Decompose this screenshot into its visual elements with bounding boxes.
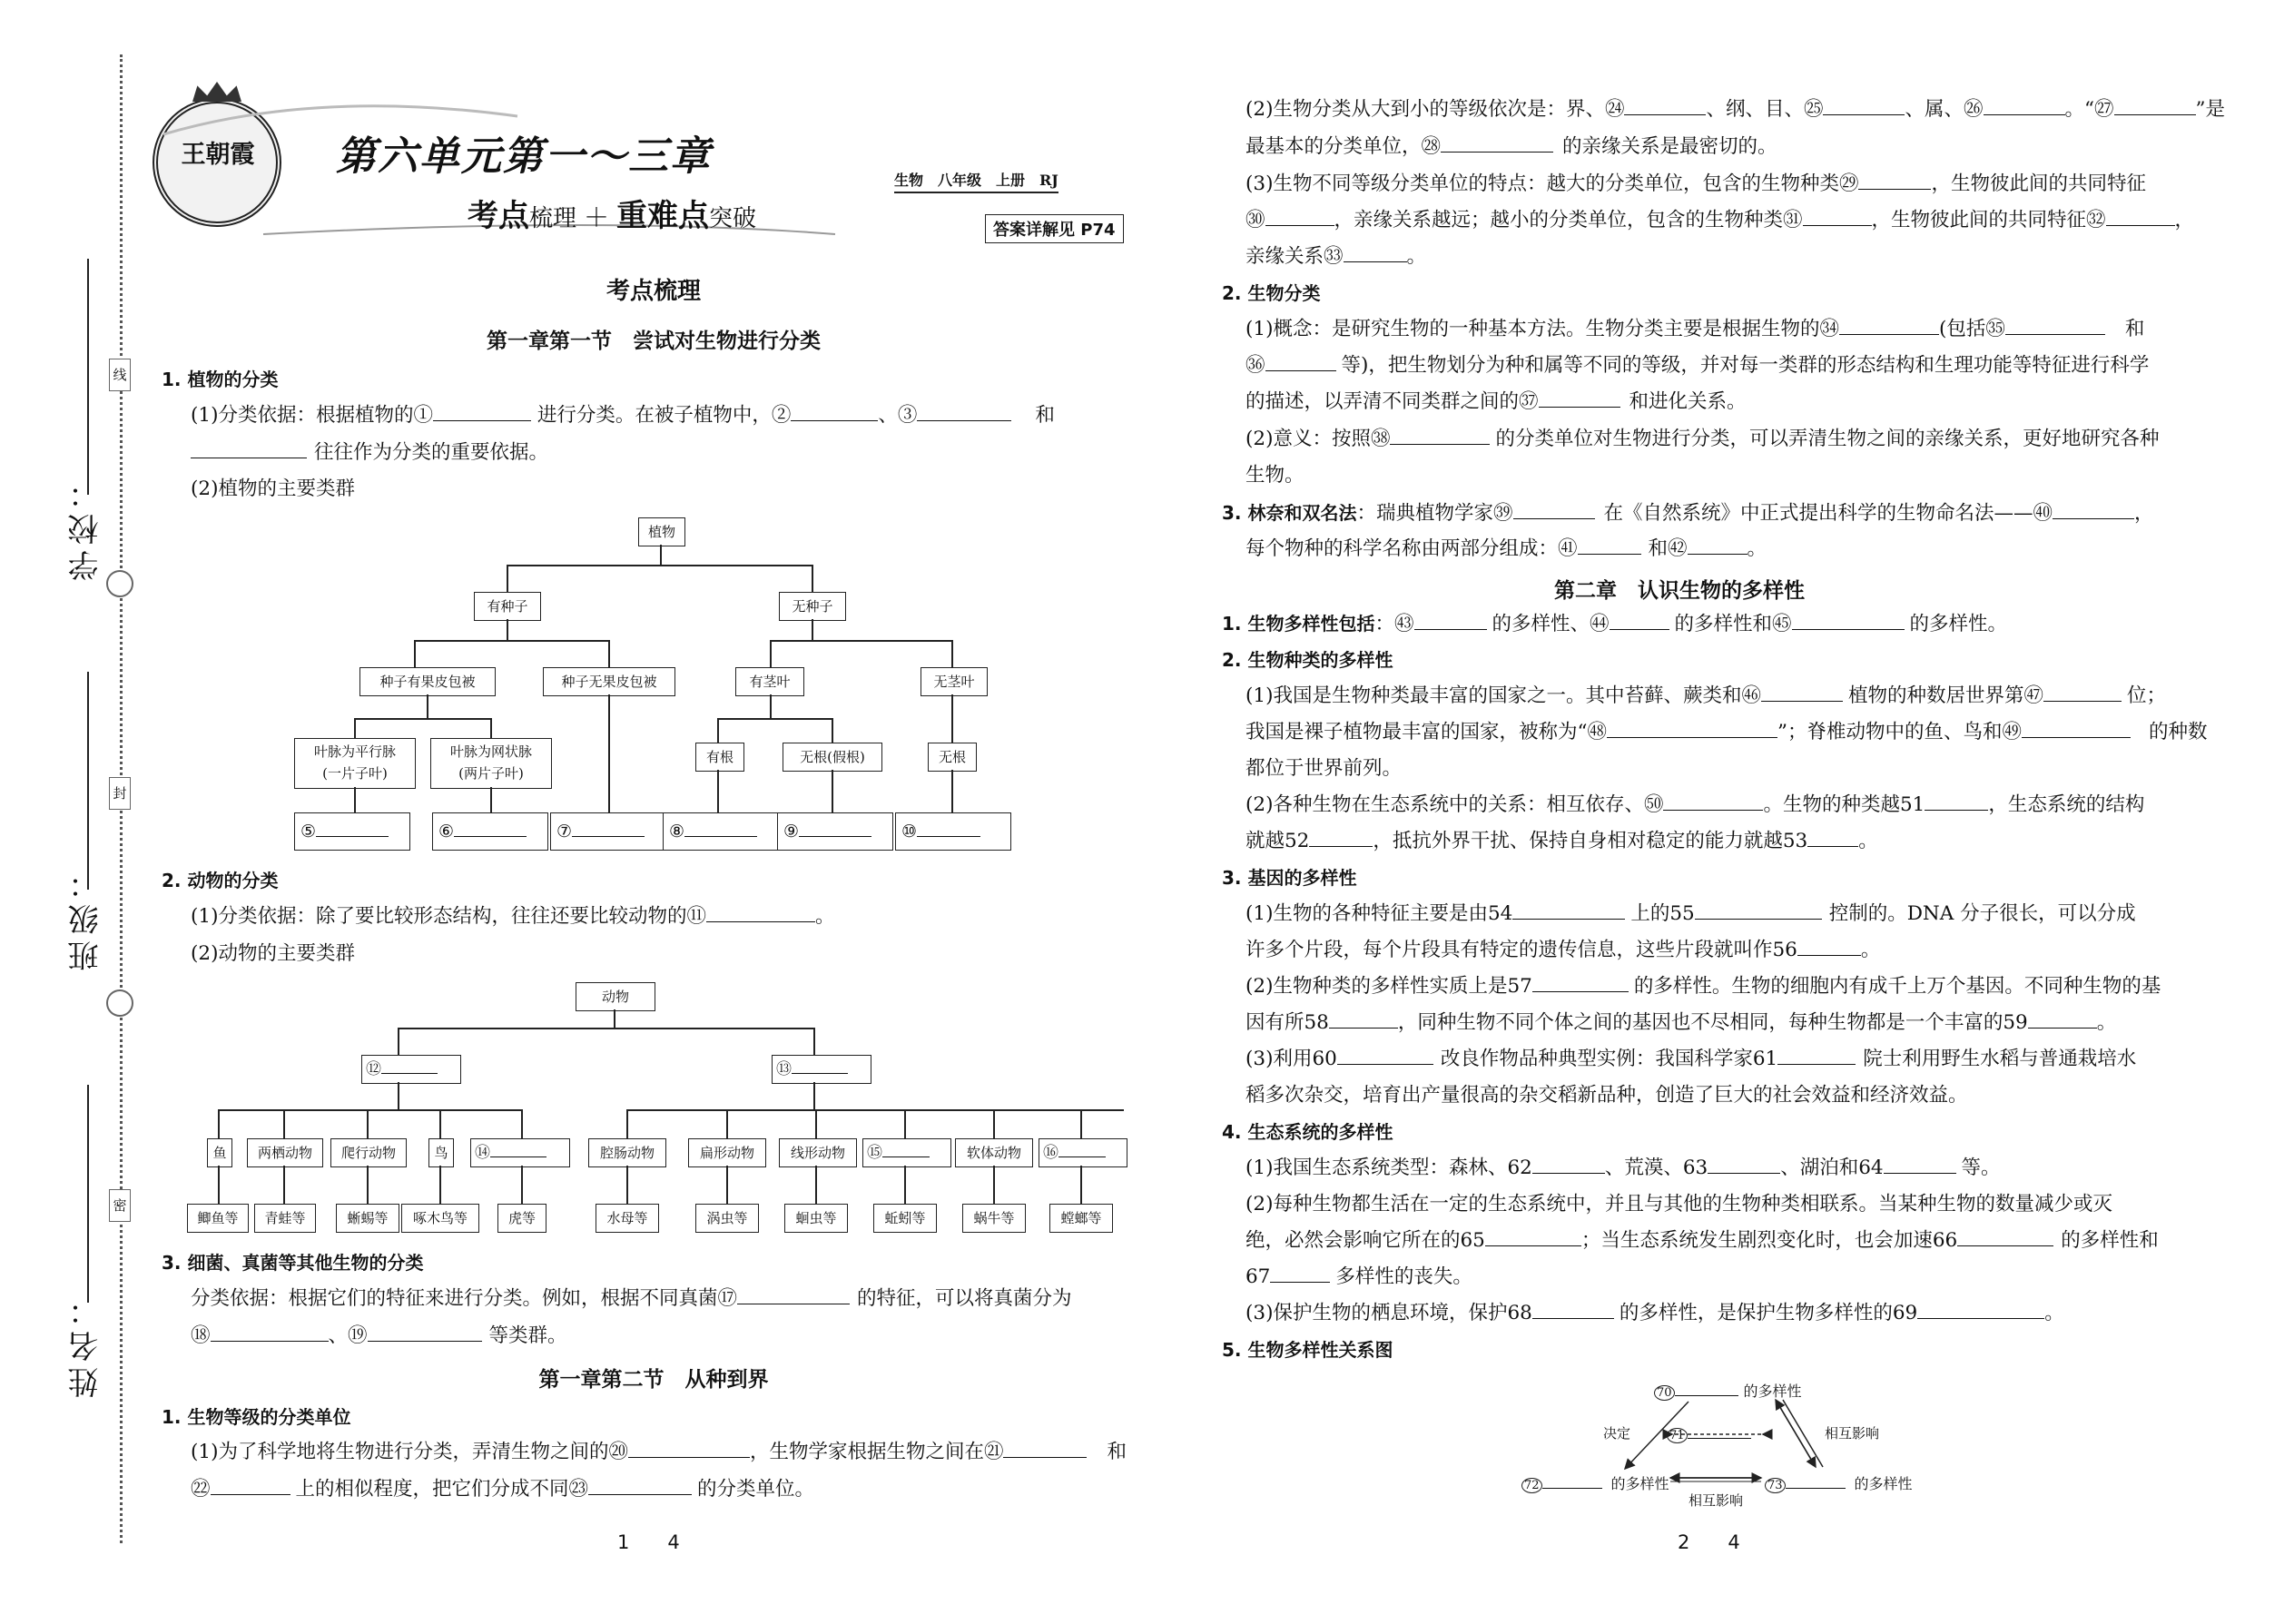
blank-66[interactable] (1957, 1227, 2053, 1246)
blank-32[interactable] (2106, 207, 2175, 226)
diagram-label-interact-bottom: 相互影响 (1689, 1492, 1744, 1509)
animal-classification-heading: 2. 动物的分类 (162, 870, 279, 891)
gene-line4: 因有所58 ，同种生物不同个体之间的基因也不尽相同，每种生物都是一个丰富的59 。 (1245, 1011, 2117, 1034)
diversity-includes-line: 1. 生物多样性包括：㊸ 的多样性、㊹ 的多样性和㊺ 的多样性。 (1222, 613, 2008, 635)
ecosystem-line3: 绝，必然会影响它所在的65 ；当生态系统发生剧烈变化时，也会加速66 的多样性和 (1245, 1229, 2159, 1252)
blank-62[interactable] (1532, 1155, 1605, 1174)
subtitle-plus: ＋ (584, 202, 610, 232)
tree-example: 水母等 (596, 1204, 659, 1233)
diagram-node-71[interactable]: 71 (1667, 1425, 1751, 1442)
ecosystem-line5: (3)保护生物的栖息环境，保护68 的多样性，是保护生物多样性的69 。 (1245, 1302, 2064, 1324)
tree-node-mollusc: 软体动物 (955, 1138, 1033, 1167)
tree-blank-7[interactable]: ⑦ (550, 812, 666, 851)
blank-41[interactable] (1578, 536, 1641, 555)
blank-64[interactable] (1884, 1155, 1956, 1174)
blank-3[interactable] (917, 402, 1011, 421)
blank-47[interactable] (2043, 683, 2122, 702)
plant-basis-line2: 往往作为分类的重要依据。 (191, 439, 548, 467)
animal-groups-label: (2)动物的主要类群 (191, 942, 355, 965)
animal-basis-line: (1)分类依据：除了要比较形态结构，往往还要比较动物的⑪ 。 (191, 905, 835, 928)
blank-35[interactable] (2005, 316, 2105, 335)
page-number-right: 2 4 (1678, 1531, 1740, 1553)
tree-blank-16[interactable]: ⑯ (1039, 1138, 1127, 1167)
school-line (87, 259, 89, 495)
rank-line2: ㉒ 上的相似程度，把它们分成不同㉓ 的分类单位。 (191, 1478, 815, 1501)
linnaeus-line1: 3. 林奈和双名法：瑞典植物学家㊴ 在《自然系统》中正式提出科学的生物命名法——㊵ ， (1222, 502, 2154, 525)
classification-meaning-line2: 生物。 (1245, 464, 1305, 487)
rank-feature-line2: ㉚ ，亲缘关系越远；越小的分类单位，包含的生物种类㉛ ，生物彼此间的共同特征㉜ ， (1245, 209, 2195, 231)
blank-19[interactable] (368, 1323, 482, 1342)
logo-text: 王朝霞 (181, 141, 255, 169)
blank-44[interactable] (1610, 611, 1669, 630)
binding-strip (0, 0, 154, 1624)
blank-45[interactable] (1792, 611, 1905, 630)
ecosystem-line4: 67 多样性的丧失。 (1245, 1265, 1472, 1288)
blank-34[interactable] (1839, 316, 1939, 335)
tree-node-has-root: 有根 (695, 743, 744, 772)
blank-56[interactable] (1797, 937, 1861, 956)
tree-node-roundworm: 线形动物 (779, 1138, 857, 1167)
blank-59[interactable] (2028, 1009, 2097, 1029)
fungi-basis-line1: 分类依据：根据它们的特征来进行分类。例如，根据不同真菌⑰ 的特征，可以将真菌分为 (191, 1287, 1072, 1310)
blank-22[interactable] (211, 1476, 290, 1495)
tree-node-amphibian: 两栖动物 (247, 1138, 323, 1167)
subtitle-d: 突破 (709, 205, 757, 232)
diagram-node-73[interactable]: 73 的多样性 (1765, 1472, 1913, 1493)
name-line (87, 1085, 89, 1303)
blank-48[interactable] (1607, 719, 1777, 738)
tree-node-parallel-vein: 叶脉为平行脉 (一片子叶) (294, 738, 416, 789)
blank-50[interactable] (1663, 792, 1763, 811)
blank-24[interactable] (1624, 96, 1706, 115)
tree-example: 蚯蚓等 (873, 1204, 937, 1233)
tree-node-no-seed: 无种子 (779, 592, 846, 621)
fungi-basis-line2: ⑱ 、⑲ 等类群。 (191, 1324, 567, 1347)
blank-2[interactable] (791, 402, 878, 421)
gene-line6: 稻多次杂交，培育出产量很高的杂交稻新品种，创造了巨大的社会效益和经济效益。 (1245, 1084, 1968, 1107)
subtitle-c: 重难点 (616, 198, 710, 234)
blank-52[interactable] (1309, 828, 1373, 847)
tree-node-fake-root: 无根(假根) (783, 743, 882, 772)
tree-node-with-seed: 有种子 (474, 592, 541, 621)
subject-line: 生物 八年级 上册 RJ (894, 169, 1058, 193)
answer-reference: 答案详解见 P74 (985, 214, 1124, 243)
binding-mark-secret: 密 (109, 1189, 131, 1222)
tree-blank-6[interactable]: ⑥ (432, 812, 548, 851)
blank-18[interactable] (211, 1323, 329, 1342)
blank-26[interactable] (1984, 96, 2065, 115)
blank-53[interactable] (1807, 828, 1858, 847)
blank-65[interactable] (1485, 1227, 1581, 1246)
tree-example: 涡虫等 (695, 1204, 759, 1233)
tree-node-flatworm: 扁形动物 (688, 1138, 766, 1167)
plant-groups-label: (2)植物的主要类群 (191, 477, 355, 500)
binding-circle (106, 570, 133, 597)
plant-classification-heading: 1. 植物的分类 (162, 369, 279, 390)
chapter1-section1-heading: 第一章第一节 尝试对生物进行分类 (487, 330, 821, 353)
section-title: 考点梳理 (605, 278, 701, 305)
blank-67[interactable] (1270, 1264, 1330, 1283)
tree-blank-15[interactable]: ⑮ (862, 1138, 951, 1167)
page-number-left: 1 4 (617, 1531, 680, 1553)
blank-63[interactable] (1708, 1155, 1780, 1174)
blank-36[interactable] (1265, 352, 1336, 371)
tree-node-net-vein: 叶脉为网状脉 (两片子叶) (430, 738, 552, 789)
tree-blank-14[interactable]: ⑭ (470, 1138, 570, 1167)
rank-units-heading: 1. 生物等级的分类单位 (162, 1406, 351, 1428)
chapter2-heading: 第二章 认识生物的多样性 (1554, 579, 1805, 603)
classification-meaning-line1: (2)意义：按照㊳ 的分类单位对生物进行分类，可以弄清生物之间的亲缘关系，更好地研究各种 (1245, 428, 2160, 450)
tree-example: 蛔虫等 (784, 1204, 848, 1233)
plant-basis-line1: (1)分类依据：根据植物的① 进行分类。在被子植物中，② 、③ 和 (191, 404, 1055, 427)
diagram-node-72[interactable]: 72 的多样性 (1521, 1472, 1669, 1493)
blank-1[interactable] (433, 402, 531, 421)
subtitle-b: 梳理 (529, 205, 577, 232)
binding-circle (106, 989, 133, 1017)
blank-40[interactable] (2053, 500, 2134, 519)
classification-concept-line2: ㊱ 等)，把生物划分为种和属等不同的等级，并对每一类群的形态结构和生理功能等特征进行科学 (1245, 354, 2150, 377)
tree-node-reptile: 爬行动物 (330, 1138, 407, 1167)
blank-58[interactable] (1329, 1009, 1398, 1029)
ecosystem-diversity-heading: 4. 生态系统的多样性 (1222, 1121, 1393, 1143)
species-line3: 都位于世界前列。 (1245, 757, 1403, 780)
tree-blank-9[interactable]: ⑨ (777, 812, 893, 851)
linnaeus-line2: 每个物种的科学名称由两部分组成：㊶ 和㊷ 。 (1245, 537, 1767, 560)
gene-line3: (2)生物种类的多样性实质上是57 的多样性。生物的细胞内有成千上万个基因。不同种生物的基 (1245, 975, 2161, 998)
class-line (87, 672, 89, 890)
blank-30[interactable] (1265, 207, 1334, 226)
class-label: 班级： (68, 862, 104, 971)
blank-31[interactable] (1803, 207, 1872, 226)
tree-example: 青蛙等 (254, 1204, 316, 1233)
rank-order-line1: (2)生物分类从大到小的等级依次是：界、㉔ 、纲、目、㉕ 、属、㉖ 。“㉗ ”是 (1245, 98, 2225, 121)
blank-39[interactable] (1513, 500, 1595, 519)
classification-concept-line1: (1)概念：是研究生物的一种基本方法。生物分类主要是根据生物的㉞ (包括㉟ 和 (1245, 318, 2145, 340)
tree-blank-13[interactable]: ⑬ (772, 1055, 871, 1084)
tree-node-no-root: 无根 (928, 743, 977, 772)
chapter1-section2-heading: 第一章第二节 从种到界 (538, 1368, 769, 1392)
species-line4: (2)各种生物在生态系统中的关系：相互依存、㊿ 。生物的种类越51 ，生态系统的结构 (1245, 793, 2145, 816)
blank-28[interactable] (1441, 133, 1553, 153)
diagram-arrows (1507, 1380, 1870, 1507)
binding-mark-line: 线 (109, 359, 131, 391)
rank-feature-line3: 亲缘关系㉝ 。 (1245, 245, 1427, 268)
tree-example: 鲫鱼等 (187, 1204, 249, 1233)
subtitle (468, 191, 756, 235)
tree-blank-8[interactable]: ⑧ (663, 812, 779, 851)
gene-line2: 许多个片段，每个片段具有特定的遗传信息，这些片段就叫作56 。 (1245, 939, 1881, 961)
blank-54[interactable] (1512, 901, 1625, 920)
blank-61[interactable] (1777, 1046, 1856, 1065)
rank-line1: (1)为了科学地将生物进行分类，弄清生物之间的⑳ ，生物学家根据生物之间在㉑ 和 (191, 1441, 1127, 1463)
tree-node-bird: 鸟 (428, 1138, 454, 1167)
tree-example: 蜥蜴等 (336, 1204, 399, 1233)
diagram-label-decide: 决定 (1603, 1425, 1631, 1442)
tree-node-no-stem-leaf: 无茎叶 (921, 667, 988, 696)
tree-node-gymnosperm: 种子无果皮包被 (543, 667, 675, 696)
gene-line1: (1)生物的各种特征主要是由54 上的55 控制的。DNA 分子很长，可以分成 (1245, 902, 2136, 925)
blank-60[interactable] (1337, 1046, 1433, 1065)
species-diversity-heading: 2. 生物种类的多样性 (1222, 649, 1393, 671)
blank-43[interactable] (1414, 611, 1487, 630)
diversity-diagram-heading: 5. 生物多样性关系图 (1222, 1339, 1393, 1361)
name-label: 姓名： (68, 1289, 104, 1398)
tree-node-fish: 鱼 (207, 1138, 232, 1167)
blank-38[interactable] (1390, 426, 1490, 445)
tree-example: 蜗牛等 (962, 1204, 1026, 1233)
blank-20[interactable] (628, 1439, 750, 1458)
blank-51[interactable] (1925, 792, 1988, 811)
blank-69[interactable] (1917, 1300, 2044, 1319)
classification-concept-line3: 的描述，以弄清不同类群之间的㊲ 和进化关系。 (1245, 390, 1747, 413)
blank-27[interactable] (2114, 96, 2196, 115)
diagram-node-70[interactable]: 70 的多样性 (1654, 1380, 1802, 1401)
unit-title: 第六单元第一～三章 (336, 133, 712, 180)
blank-55[interactable] (1695, 901, 1822, 920)
blank-17[interactable] (737, 1285, 850, 1304)
diagram-label-interact-right: 相互影响 (1825, 1425, 1880, 1442)
species-line1: (1)我国是生物种类最丰富的国家之一。其中苔藓、蕨类和㊻ 植物的种数居世界第㊼ 位； (1245, 684, 2166, 707)
tree-blank-5[interactable]: ⑤ (294, 812, 410, 851)
gene-line5: (3)利用60 改良作物品种典型实例：我国科学家61 院士利用野生水稻与普通栽培水 (1245, 1048, 2137, 1070)
blank-21[interactable] (1003, 1439, 1087, 1458)
blank-57[interactable] (1532, 973, 1629, 992)
subtitle-a: 考点 (468, 198, 529, 234)
tree-node-cnidaria: 腔肠动物 (588, 1138, 666, 1167)
blank-33[interactable] (1344, 243, 1407, 262)
tree-node-animal: 动物 (576, 982, 655, 1011)
school-label: 学校： (68, 472, 104, 581)
bacteria-fungi-heading: 3. 细菌、真菌等其他生物的分类 (162, 1252, 424, 1274)
tree-example: 啄木鸟等 (401, 1204, 479, 1233)
bio-classification-heading: 2. 生物分类 (1222, 282, 1321, 304)
species-line5: 就越52 ，抵抗外界干扰、保持自身相对稳定的能力就越53 。 (1245, 830, 1878, 852)
blank-25[interactable] (1823, 96, 1905, 115)
tree-blank-12[interactable]: ⑫ (361, 1055, 461, 1084)
blank-37[interactable] (1539, 389, 1620, 408)
blank-11[interactable] (706, 903, 815, 922)
blank-23[interactable] (588, 1476, 692, 1495)
blank-4[interactable] (191, 439, 307, 458)
blank-68[interactable] (1532, 1300, 1614, 1319)
gene-diversity-heading: 3. 基因的多样性 (1222, 867, 1357, 889)
blank-46[interactable] (1761, 683, 1843, 702)
rank-order-line2: 最基本的分类单位，㉘ 的亲缘关系是最密切的。 (1245, 135, 1777, 158)
tree-node-has-stem-leaf: 有茎叶 (735, 667, 804, 696)
blank-29[interactable] (1858, 171, 1931, 190)
tree-blank-10[interactable]: ⑩ (895, 812, 1011, 851)
tree-node-plant: 植物 (638, 517, 685, 546)
tree-example: 螳螂等 (1049, 1204, 1113, 1233)
binding-mark-seal: 封 (109, 777, 131, 810)
blank-49[interactable] (2022, 719, 2131, 738)
tree-node-angiosperm: 种子有果皮包被 (359, 667, 496, 696)
rank-feature-line1: (3)生物不同等级分类单位的特点：越大的分类单位，包含的生物种类㉙ ，生物彼此间的共同特征 (1245, 172, 2146, 195)
species-line2: 我国是裸子植物最丰富的国家，被称为“㊽ ”；脊椎动物中的鱼、鸟和㊾ 的种数 (1245, 721, 2208, 743)
ecosystem-line1: (1)我国生态系统类型：森林、62 、荒漠、63 、湖泊和64 等。 (1245, 1156, 2001, 1179)
tree-example: 虎等 (497, 1204, 546, 1233)
blank-42[interactable] (1688, 536, 1748, 555)
ecosystem-line2: (2)每种生物都生活在一定的生态系统中，并且与其他的生物种类相联系。当某种生物的数量减少或灭 (1245, 1193, 2112, 1216)
